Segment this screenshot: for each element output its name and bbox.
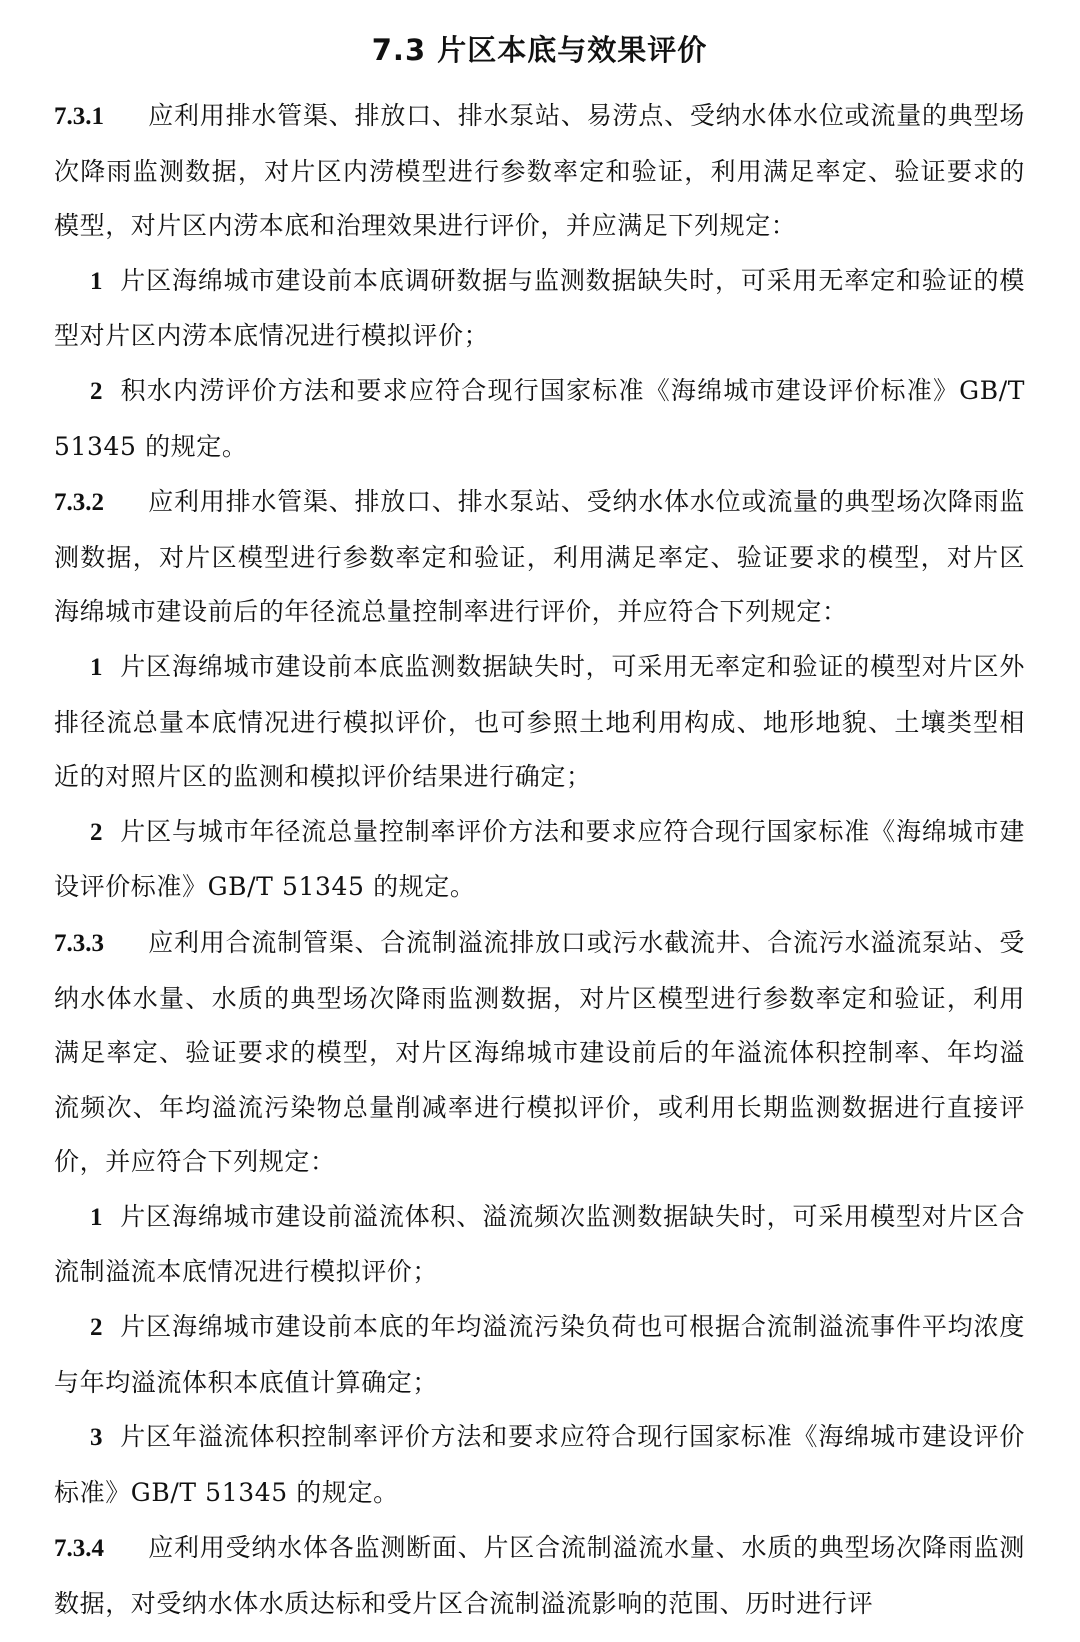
item-number: 1 [90, 653, 104, 681]
clause-text: 应利用排水管渠、排放口、排水泵站、受纳水体水位或流量的典型场次降雨监测数据，对片区模型进行参数率定和验证，利用满足率定、验证要求的模型，对片区海绵城市建设前后的年径流总量控制率进行评价，并应符合下列规定： [54, 487, 1025, 627]
item-text: 片区海绵城市建设前溢流体积、溢流频次监测数据缺失时，可采用模型对片区合流制溢流本底情况进行模拟评价； [54, 1201, 1025, 1287]
item-number: 1 [90, 267, 104, 295]
clause-number: 7.3.2 [54, 489, 104, 517]
section-title: 7.3 片区本底与效果评价 [371, 33, 708, 67]
clause-7-3-1-item-2 [54, 364, 1025, 474]
item-text: 片区海绵城市建设前本底监测数据缺失时，可采用无率定和验证的模型对片区外排径流总量本底情况进行模拟评价，也可参照土地利用构成、地形地貌、土壤类型相近的对照片区的监测和模拟评价结果进行确定； [54, 651, 1025, 792]
clause-7-3-3-item-2 [54, 1300, 1025, 1410]
clause-7-3-3-item-1 [54, 1190, 1025, 1300]
clause-text: 应利用排水管渠、排放口、排水泵站、易涝点、受纳水体水位或流量的典型场次降雨监测数据，对片区内涝模型进行参数率定和验证，利用满足率定、验证要求的模型，对片区内涝本底和治理效果进行评价，并应满足下列规定： [54, 101, 1025, 241]
item-number: 2 [90, 818, 104, 846]
item-number: 3 [90, 1424, 104, 1452]
clause-7-3-2-item-2 [54, 805, 1025, 915]
item-number: 2 [90, 377, 104, 405]
clause-7-3-2-item-1 [54, 640, 1025, 805]
clause-7-3-4 [54, 1521, 1025, 1631]
item-number: 2 [90, 1314, 104, 1342]
item-text: 片区年溢流体积控制率评价方法和要求应符合现行国家标准《海绵城市建设评价标准》GB/T 51345 的规定。 [54, 1422, 1025, 1507]
clause-text: 应利用合流制管渠、合流制溢流排放口或污水截流井、合流污水溢流泵站、受纳水体水量、水质的典型场次降雨监测数据，对片区模型进行参数率定和验证，利用满足率定、验证要求的模型，对片区海绵城市建设前后的年溢流体积控制率、年均溢流频次、年均溢流污染物总量削减率进行模拟评价，或利用长期监测数据进行直接评价，并应符合下列规定： [54, 927, 1025, 1177]
clause-text: 应利用受纳水体各监测断面、片区合流制溢流水量、水质的典型场次降雨监测数据，对受纳水体水质达标和受片区合流制溢流影响的范围、历时进行评 [54, 1533, 1025, 1619]
clause-number: 7.3.4 [54, 1535, 104, 1563]
clause-7-3-1 [54, 89, 1025, 254]
clause-7-3-3 [54, 916, 1025, 1190]
clause-7-3-2 [54, 475, 1025, 640]
item-text: 片区海绵城市建设前本底调研数据与监测数据缺失时，可采用无率定和验证的模型对片区内涝本底情况进行模拟评价； [54, 265, 1025, 351]
item-text: 片区海绵城市建设前本底的年均溢流污染负荷也可根据合流制溢流事件平均浓度与年均溢流体积本底值计算确定； [54, 1312, 1025, 1397]
clause-7-3-3-item-3 [54, 1410, 1025, 1520]
clause-number: 7.3.3 [54, 929, 104, 957]
clause-7-3-1-item-1 [54, 254, 1025, 364]
item-text: 积水内涝评价方法和要求应符合现行国家标准《海绵城市建设评价标准》GB/T 51345 的规定。 [54, 375, 1025, 461]
item-number: 1 [90, 1203, 104, 1231]
item-text: 片区与城市年径流总量控制率评价方法和要求应符合现行国家标准《海绵城市建设评价标准》GB/T 51345 的规定。 [54, 816, 1025, 902]
clause-number: 7.3.1 [54, 103, 104, 130]
